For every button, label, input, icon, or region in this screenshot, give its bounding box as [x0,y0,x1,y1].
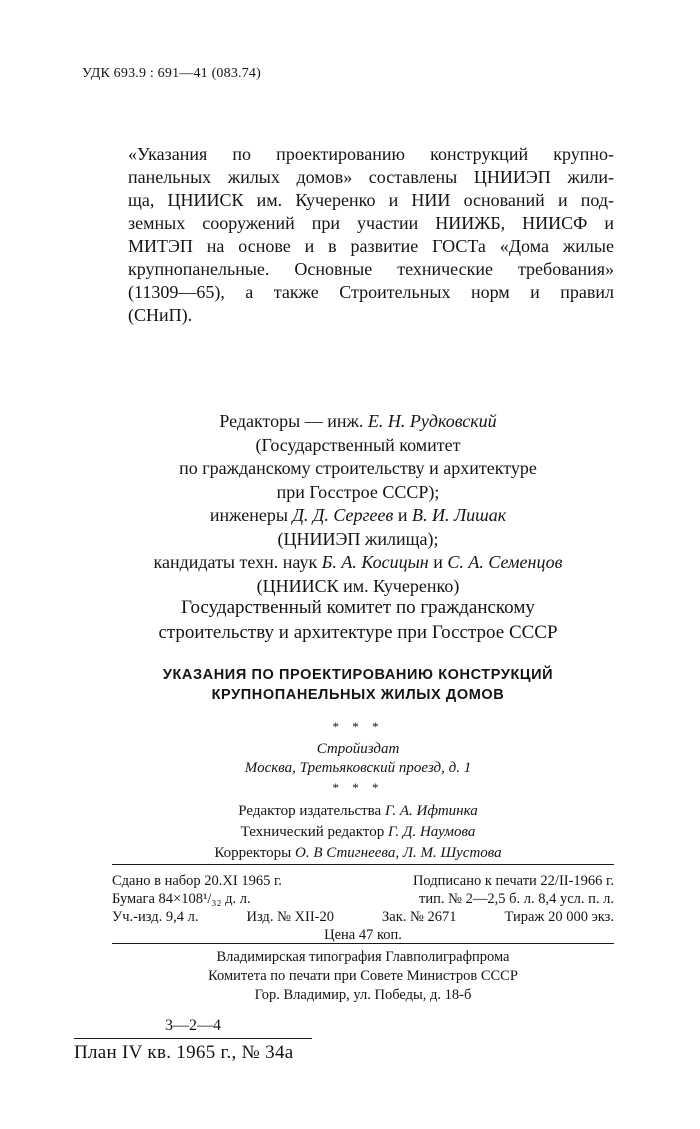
abstract-line: «Указания по проектированию конструкций крупно- [128,144,614,164]
price: Цена 47 коп. [324,927,402,943]
print-info-cell: Сдано в набор 20.XI 1965 г. [112,873,282,889]
publisher-address: Москва, Третьяковский проезд, д. 1 [244,760,472,776]
committee-line: Государственный комитет по гражданскому [181,597,535,618]
print-info-row [112,908,614,926]
editors-line: (ЦНИИЭП жилища); [277,528,439,549]
abstract-line: МИТЭП на основе и в развитие ГОСТа «Дома жилые [128,236,614,256]
editor-name: В. И. Лишак [411,505,507,525]
catalog-code: 3—2—4 [165,1017,221,1034]
divider-rule [74,1038,312,1039]
book-title [108,665,608,705]
editors-block [108,410,608,598]
print-info-cell: Подписано к печати 22/II-1966 г. [412,873,614,889]
title-line: УКАЗАНИЯ ПО ПРОЕКТИРОВАНИЮ КОНСТРУКЦИЙ [162,667,554,683]
separator-stars: * * * [332,780,384,795]
publisher-name: Стройиздат [316,741,400,757]
printing-house-line: Гор. Владимир, ул. Победы, д. 18-б [254,987,472,1003]
committee-line: строительству и архитектуре при Госстрое СССР [158,622,558,643]
abstract-line: земных сооружений при участии НИИЖБ, НИИСФ и [128,213,614,233]
editors-line: (Государственный комитет [255,434,461,455]
staff-line [158,843,558,864]
print-info-row [112,890,614,908]
editors-line [108,504,608,528]
print-info-cell: Тираж 20 000 экз. [504,909,614,925]
printing-house-line: Владимирская типография Главполиграфпрома [216,949,510,965]
abstract-line: (11309—65), а также Строительных норм и правил [128,282,614,302]
editors-label: Редакторы — инж. [219,411,364,431]
staff-line [158,822,558,843]
editor-name: Е. Н. Рудковский [367,411,497,431]
editors-line: при Госстрое СССР); [276,481,440,502]
print-info-block [112,872,614,944]
printing-house-line: Комитета по печати при Совете Министров СССР [208,968,518,984]
abstract-line: панельных жилых домов» составлены ЦНИИЭП жили- [128,167,614,187]
editors-line: по гражданскому строительству и архитектуре [179,458,537,478]
editors-line [108,551,608,575]
staff-name: О. В Стигнеева, Л. М. Шустова [295,845,502,861]
editors-label: инженеры [209,505,288,525]
separator-stars: * * * [332,719,384,734]
staff-name: Г. А. Ифтинка [384,803,478,819]
publisher-block [158,740,558,778]
udk-code: УДК 693.9 : 691—41 (083.74) [82,66,261,81]
editors-line: (ЦНИИСК им. Кучеренко) [256,575,460,596]
abstract-line: (СНиП). [128,305,193,325]
editor-name: С. А. Семенцов [447,552,563,572]
staff-role: Редактор издательства [238,803,382,819]
print-info-row [112,872,614,890]
title-line: КРУПНОПАНЕЛЬНЫХ ЖИЛЫХ ДОМОВ [211,687,505,703]
print-info-cell: Уч.-изд. 9,4 л. [112,909,199,925]
staff-role: Технический редактор [240,824,385,840]
print-info-cell: тип. № 2—2,5 б. л. 8,4 усл. п. л. [419,891,614,907]
print-info-cell: Изд. № XII-20 [246,909,334,925]
committee-heading [108,595,608,645]
editors-label: кандидаты техн. наук [153,552,318,572]
print-info-cell: Бумага 84×108¹/₃₂ д. л. [112,891,251,907]
abstract-line: ща, ЦНИИСК им. Кучеренко и НИИ оснований и под- [128,190,614,210]
publication-plan: План IV кв. 1965 г., № 34а [74,1042,294,1063]
staff-line [158,801,558,822]
divider-rule [112,943,614,944]
staff-role: Корректоры [214,845,292,861]
editors-line [108,410,608,434]
staff-name: Г. Д. Наумова [388,824,476,840]
editor-name: Б. А. Косицын [321,552,429,572]
staff-block [158,801,558,864]
conjunction: и [397,505,408,525]
abstract-paragraph [128,143,614,327]
print-info-cell: Зак. № 2671 [382,909,457,925]
printing-house-block [112,948,614,1005]
divider-rule [112,864,614,865]
editor-name: Д. Д. Сергеев [292,505,394,525]
abstract-line: крупнопанельные. Основные технические требования» [128,259,614,279]
conjunction: и [433,552,443,572]
